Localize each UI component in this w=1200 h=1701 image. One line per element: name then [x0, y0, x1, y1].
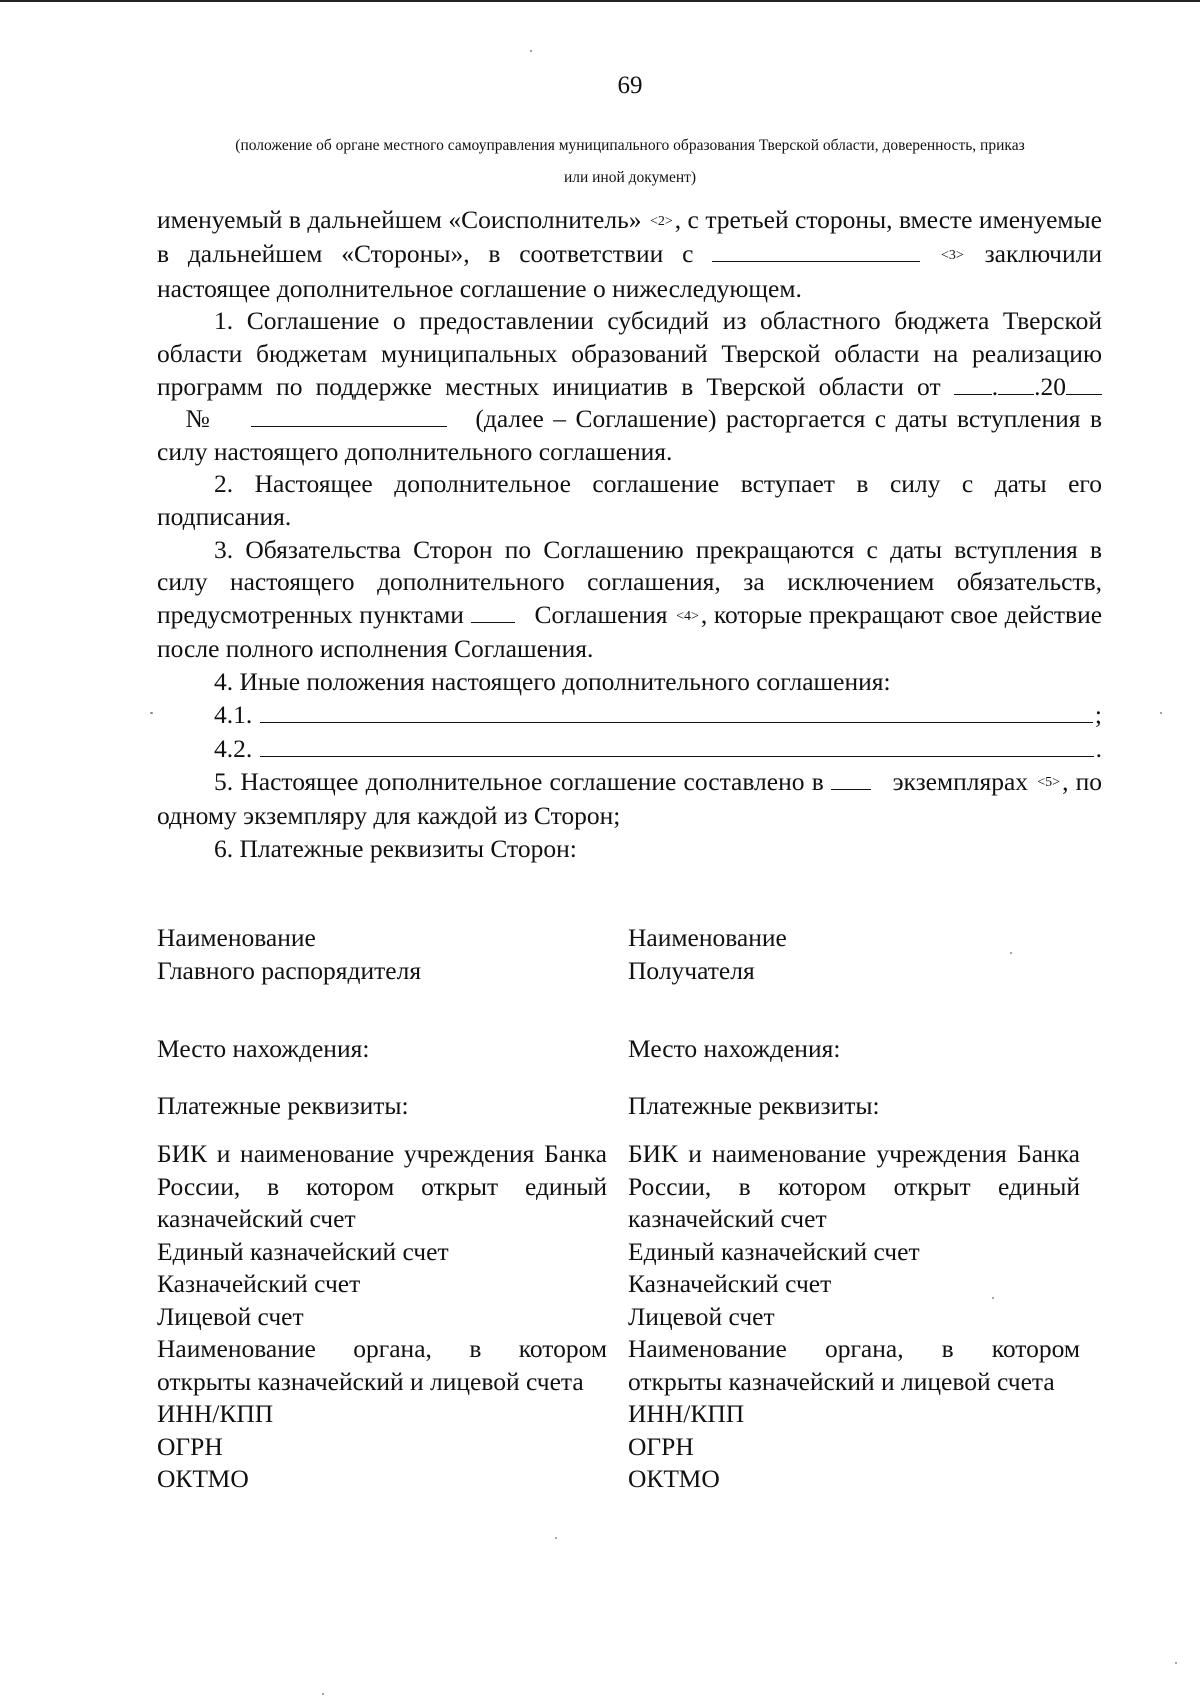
- clause-4-title: 4. Иные положения настоящего дополнительного соглашения:: [214, 666, 891, 696]
- left-treasury-account: Казначейский счет: [157, 1269, 361, 1298]
- date-day-blank: [954, 372, 992, 395]
- left-name-line2: Главного распорядителя: [157, 955, 422, 985]
- left-authority: Наименование органа, в котором открыты казначейский и лицевой счета: [157, 1334, 607, 1396]
- page-number: 69: [617, 72, 643, 99]
- left-payment-title: Платежные реквизиты:: [157, 1090, 409, 1120]
- requisites-left-column: [157, 922, 607, 1496]
- right-payment-title: Платежные реквизиты:: [628, 1090, 880, 1120]
- right-single-account: Единый казначейский счет: [628, 1236, 920, 1266]
- clause-2: 2. Настоящее дополнительное соглашение вступает в силу с даты его подписания.: [157, 469, 1102, 532]
- clause-4-2: 4.2. .: [214, 734, 1102, 764]
- copies-blank: [831, 767, 871, 790]
- right-personal-account: Лицевой счет: [628, 1301, 775, 1331]
- left-single-account: Единый казначейский счет: [157, 1236, 449, 1266]
- right-oktmo: ОКТМО: [628, 1464, 720, 1493]
- scan-speck: [1160, 712, 1162, 714]
- footnote-ref-5: <5>: [1037, 775, 1061, 791]
- right-bik: БИК и наименование учреждения Банка России, в котором открыт единый казначейский счет: [628, 1139, 1080, 1233]
- right-name-line2: Получателя: [628, 955, 755, 985]
- intro-paragraph: именуемый в дальнейшем «Соисполнитель» <2>, с третьей стороны, вместе именуемые в дальнейшем «Стороны», в соответствии с <3> заключили настоящее дополнительное соглашение о нижеследующем.: [157, 205, 1103, 303]
- left-bik: БИК и наименование учреждения Банка России, в котором открыт единый казначейский счет: [157, 1139, 607, 1233]
- scan-speck: [1010, 952, 1012, 954]
- right-name-line1: Наименование: [628, 923, 787, 952]
- scan-speck: [1175, 1662, 1177, 1664]
- clause-4-1-blank: [260, 698, 1093, 723]
- scan-speck: [322, 1693, 324, 1695]
- clause-1: 1. Соглашение о предоставлении субсидий из областного бюджета Тверской области бюджетам муниципальных образований Тверской области на реализацию программ по поддержке местных инициатив в Тверской области от . .20 № (далее – Соглашение) расторгается с даты вступления в силу настоящего дополнительного соглашения.: [157, 306, 1103, 466]
- footnote-ref-2: <2>: [649, 213, 673, 229]
- right-ogrn: ОГРН: [628, 1431, 694, 1461]
- footnote-ref-4: <4>: [676, 608, 699, 624]
- clause-3: 3. Обязательства Сторон по Соглашению прекращаются с даты вступления в силу настоящего дополнительного соглашения, за исключением обязательств, предусмотренных пунктами Соглашения <4>, которые прекращают свое действие после полного исполнения Соглашения.: [157, 534, 1103, 664]
- scan-speck: [530, 50, 532, 52]
- date-year-blank: [1066, 372, 1102, 395]
- left-oktmo: ОКТМО: [157, 1464, 249, 1493]
- scan-speck: [150, 712, 153, 714]
- scan-speck: [992, 1297, 994, 1299]
- clauses-blank: [471, 600, 515, 623]
- left-personal-account: Лицевой счет: [157, 1301, 304, 1331]
- clause-6: 6. Платежные реквизиты Сторон:: [214, 833, 577, 863]
- footnote-ref-3: <3>: [940, 248, 964, 264]
- clause-4-1: 4.1. ;: [214, 700, 1102, 730]
- header-note-line2: или иной документ): [563, 169, 697, 186]
- requisites-right-column: [628, 922, 1080, 1496]
- left-name-line1: Наименование: [157, 923, 316, 952]
- date-month-blank: [998, 372, 1034, 395]
- clause-4-2-blank: [260, 732, 1093, 757]
- agreement-number-blank: [251, 404, 447, 427]
- scan-speck: [555, 1537, 557, 1539]
- left-inn-kpp: ИНН/КПП: [157, 1399, 274, 1428]
- agreement-body: [157, 204, 1102, 865]
- right-treasury-account: Казначейский счет: [628, 1269, 832, 1298]
- right-inn-kpp: ИНН/КПП: [628, 1399, 745, 1428]
- left-ogrn: ОГРН: [157, 1431, 223, 1461]
- clause-5: 5. Настоящее дополнительное соглашение составлено в экземплярах <5>, по одному экземпляру для каждой из Сторон;: [157, 766, 1103, 831]
- page-top-border: [0, 0, 1200, 2]
- right-authority: Наименование органа, в котором открыты казначейский и лицевой счета: [628, 1334, 1080, 1396]
- left-location: Место нахождения:: [157, 1034, 370, 1063]
- basis-blank: [712, 239, 920, 262]
- right-location: Место нахождения:: [628, 1034, 841, 1063]
- header-note-line1: (положение об органе местного самоуправления муниципального образования Тверской области, доверенность, приказ: [235, 137, 1025, 154]
